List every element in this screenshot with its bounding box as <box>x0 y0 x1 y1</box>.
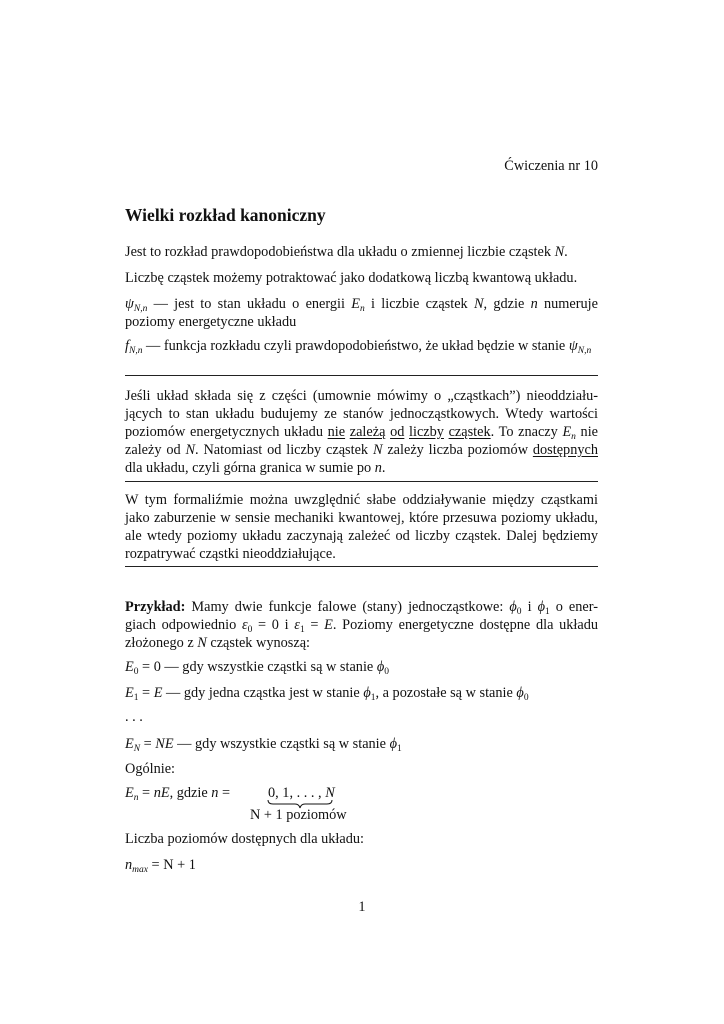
box2-paragraph: W tym formaliźmie można uwzględnić słabe oddziaływanie między cząstkami jako zaburzenie w sensie mechaniki kwantowej, które przesuwa poziomy układu, ale wtedy poziomy układu zaczynają zależeć od liczby cząstek. Dalej będziemy rozpatrywać cząstki nieoddziałujące. <box>125 492 598 562</box>
example-paragraph: Przykład: Mamy dwie funkcje falowe (stany) jednocząstkowe: $\phi_0$ i $\phi_1$ o ener-giach odpowiednio $\varepsilon_0 = 0$ i $\varepsilon_1 = E$. Poziomy energetyczne dostępne dla układu złożonego z N cząstek wynoszą: <box>125 599 599 651</box>
intro-paragraph-1: Jest to rozkład prawdopodobieństwa dla układu o zmiennej liczbie cząstek N. <box>125 244 568 260</box>
intro-paragraph-2: Liczbę cząstek możemy potraktować jako dodatkową liczbą kwantową układu. <box>125 270 578 286</box>
level-EN: $E_N$ = NE — gdy wszystkie cząstki są w stanie $\phi_1$ <box>125 736 402 754</box>
underbrace-label: N + 1 poziomów <box>250 807 347 823</box>
example-label: Przykład: <box>125 599 186 615</box>
general-formula: $E_n$ = nE, gdzie n = <box>125 785 231 803</box>
general-label: Ogólnie: <box>125 761 176 777</box>
f-definition: $f_{N,n}$ — funkcja rozkładu czyli prawdopodobieństwo, że układ będzie w stanie $\psi_{N,n}$ <box>125 338 592 356</box>
level-E1: $E_1 = E$ — gdy jedna cząstka jest w stanie $\phi_1$, a pozostałe są w stanie $\phi_0$ <box>125 685 529 703</box>
level-ellipsis: . . . <box>125 709 143 725</box>
range-expression: 0, 1, . . . , N <box>268 785 335 801</box>
count-label: Liczba poziomów dostępnych dla układu: <box>125 831 365 847</box>
psi-definition: $\psi_{N,n}$ — jest to stan układu o energii $E_n$ i liczbie cząstek N, gdzie n numeruje poziomy energetyczne układu <box>125 296 598 330</box>
box1-top-rule <box>125 375 598 376</box>
running-header: Ćwiczenia nr 10 <box>504 158 598 174</box>
section-title: Wielki rozkład kanoniczny <box>125 205 326 225</box>
box2-bottom-rule <box>125 566 598 567</box>
box2-top-rule <box>125 481 598 482</box>
level-E0: $E_0 = 0$ — gdy wszystkie cząstki są w stanie $\phi_0$ <box>125 659 389 677</box>
box1-paragraph: Jeśli układ składa się z części (umownie mówimy o „cząstkach”) nieoddziału-jących to stan układu budujemy ze stanów jednocząstkowych. Wtedy wartości poziomów energetycznych układu nie zależą od liczby cząstek. To znaczy $E_n$ nie zależy od N. Natomiast od liczby cząstek N zależy liczba poziomów dostępnych dla układu, czyli górna granica w sumie po n. <box>125 388 599 476</box>
page-number: 1 <box>358 899 366 915</box>
nmax-formula: $n_{max} = N + 1$ <box>125 857 196 875</box>
